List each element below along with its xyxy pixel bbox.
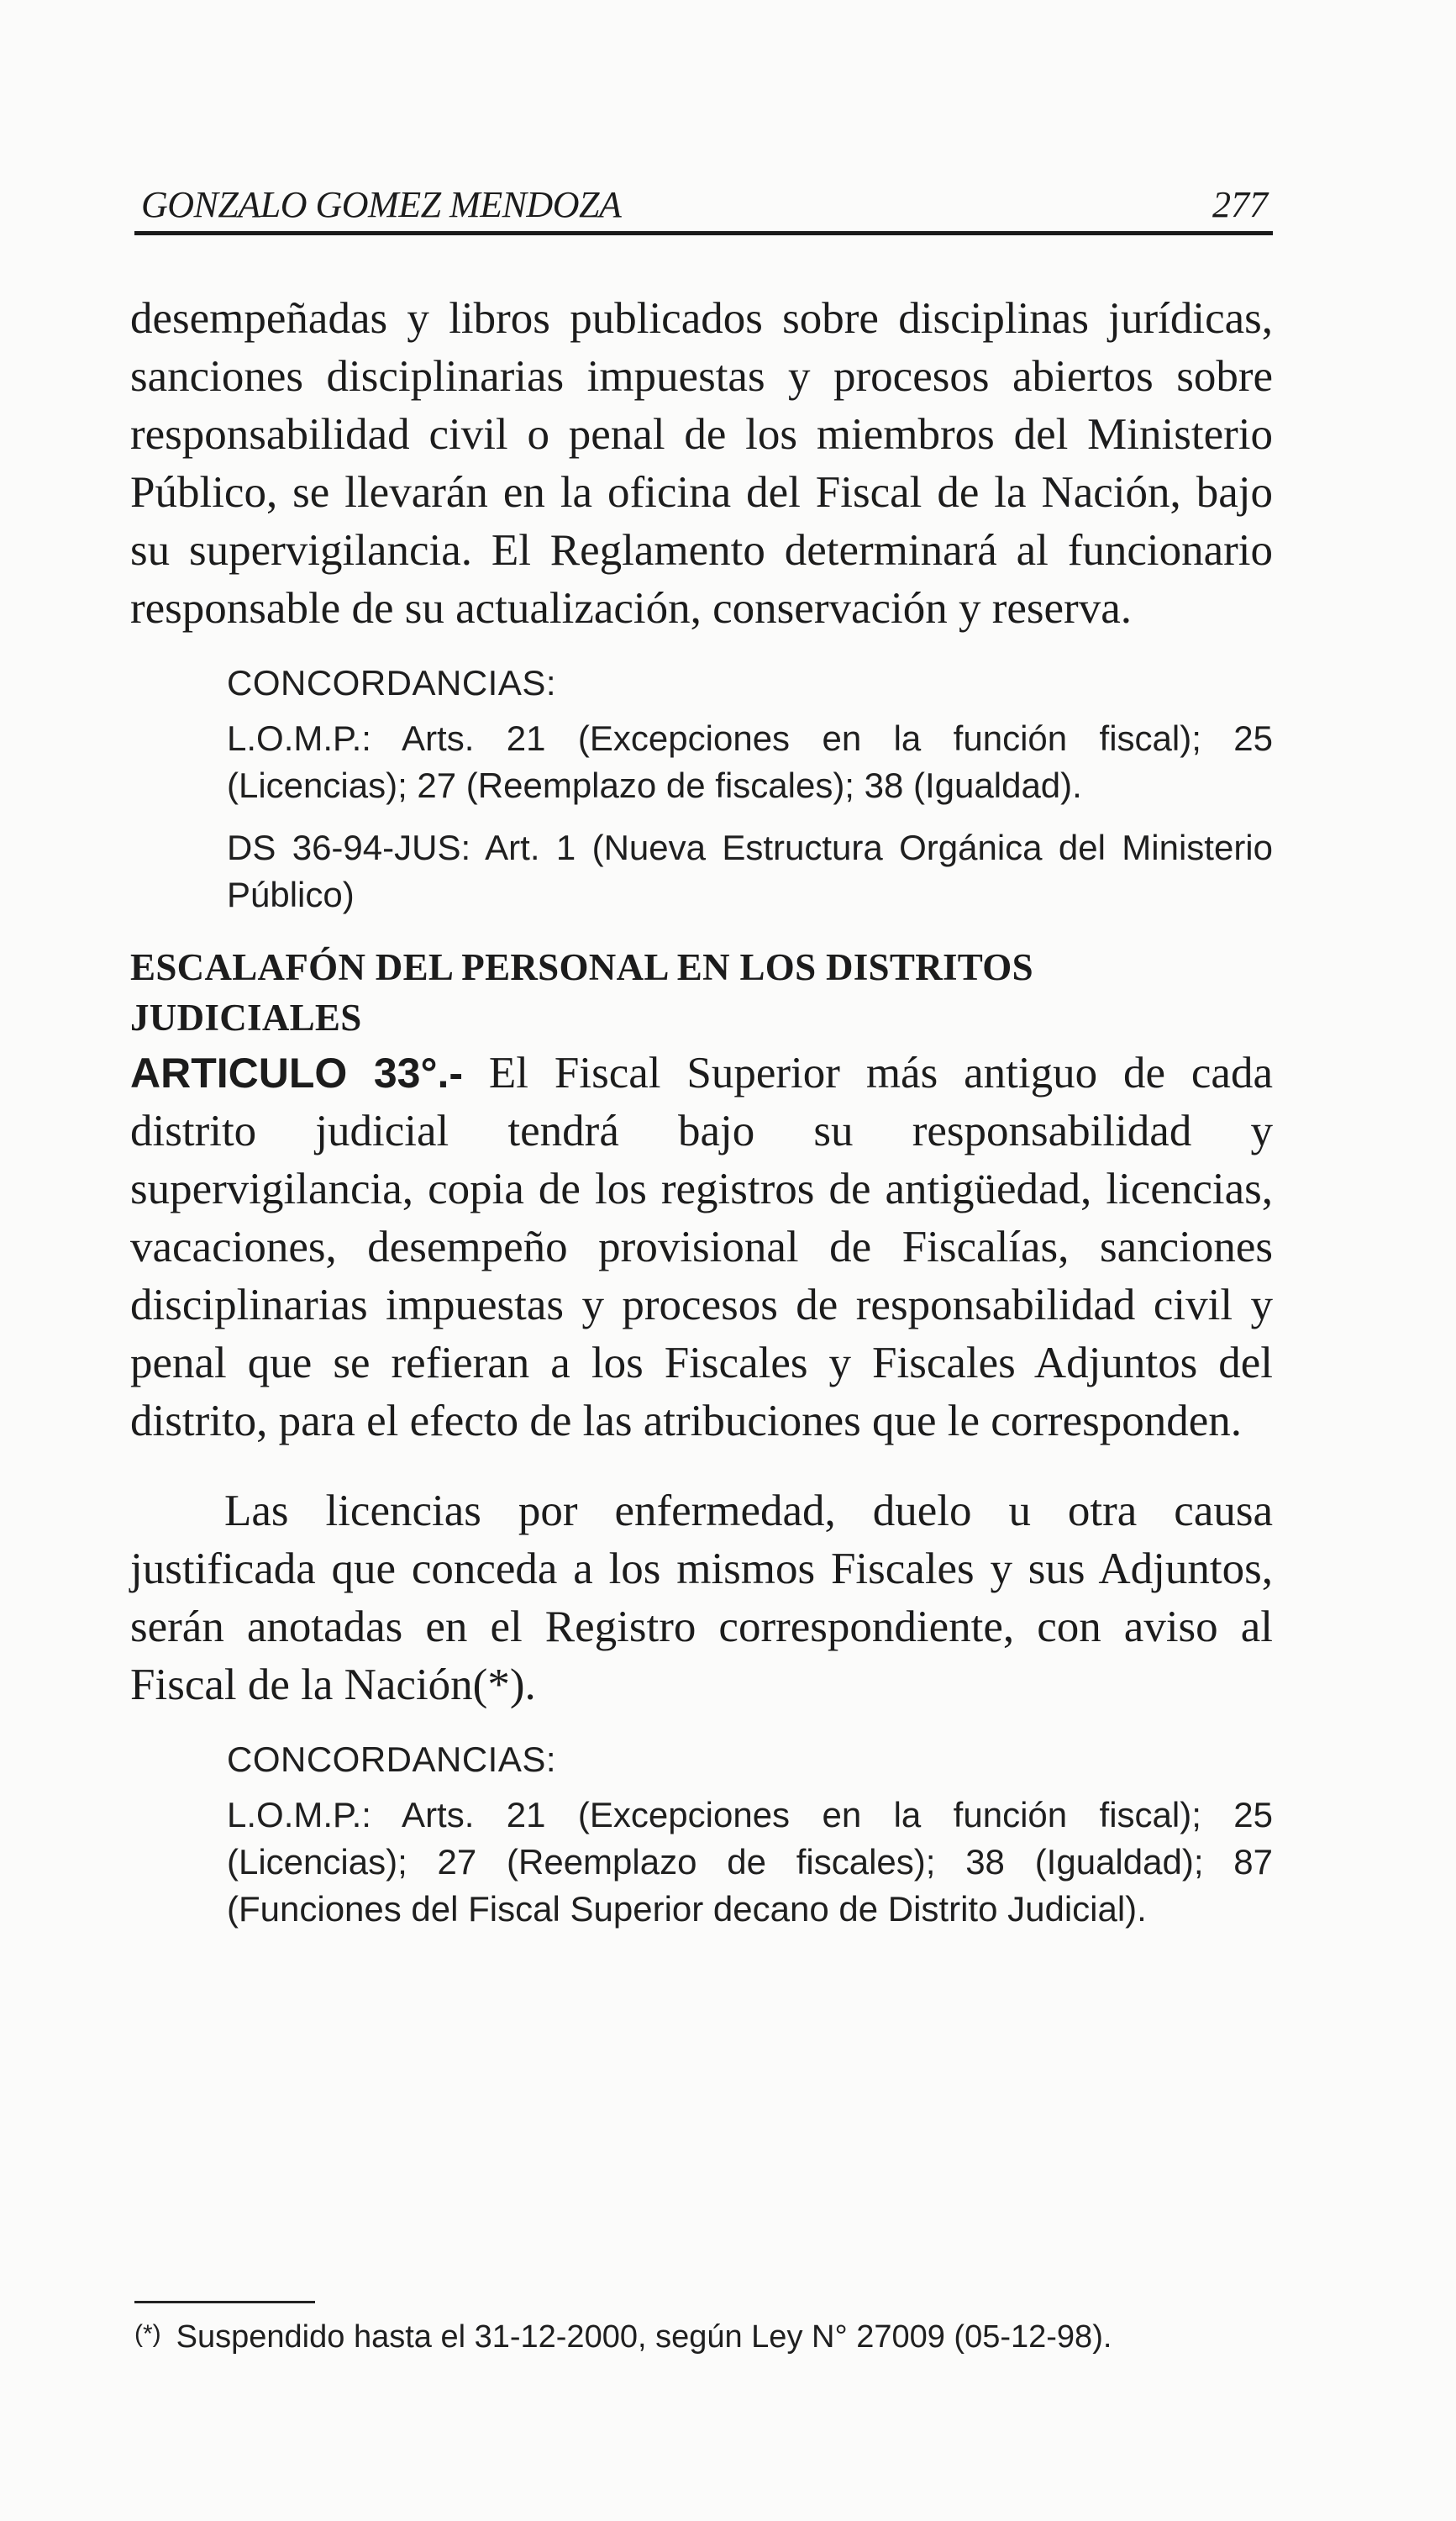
concordancias-block-2 [227, 1736, 1273, 1933]
footnote-divider [134, 2301, 315, 2303]
licencias-paragraph: Las licencias por enfermedad, duelo u otra causa justificada que conceda a los mismos Fiscales y sus Adjuntos, serán anotadas en el Registro correspondiente, con aviso al Fiscal de la Nación(*). [130, 1487, 1273, 1709]
running-header [134, 172, 1273, 235]
article-text: El Fiscal Superior más antiguo de cada distrito judicial tendrá bajo su responsabilidad y supervigilancia, copia de los registros de antigüedad, licencias, vacaciones, desempeño provisional de Fiscalías, sanciones disciplinarias impuestas y procesos de responsabilidad civil y penal que se refieran a los Fiscales y Fiscales Adjuntos del distrito, para el efecto de las atribuciones que le corresponden. [130, 1049, 1273, 1445]
concordancia-item: L.O.M.P.: Arts. 21 (Excepciones en la función fiscal); 25 (Licencias); 27 (Reemplazo de fiscales); 38 (Igualdad); 87 (Funciones del Fiscal Superior decano de Distrito Judicial). [227, 1795, 1273, 1929]
concordancias-label: CONCORDANCIAS: [227, 663, 557, 703]
concordancia-item: L.O.M.P.: Arts. 21 (Excepciones en la función fiscal); 25 (Licencias); 27 (Reemplazo de fiscales); 38 (Igualdad). [227, 718, 1273, 805]
concordancias-label: CONCORDANCIAS: [227, 1739, 557, 1779]
article-33 [130, 1045, 1273, 1450]
header-author: GONZALO GOMEZ MENDOZA [141, 184, 622, 225]
footnote-mark: (*) [134, 2320, 161, 2348]
page-content [130, 290, 1273, 1948]
concordancias-block-1 [227, 660, 1273, 918]
concordancia-item: DS 36-94-JUS: Art. 1 (Nueva Estructura Orgánica del Ministerio Público) [227, 828, 1273, 914]
footnote-text: Suspendido hasta el 31-12-2000, según Ley N° 27009 (05-12-98). [176, 2319, 1112, 2355]
article-label: ARTICULO 33°.- [130, 1050, 463, 1097]
continuation-paragraph: desempeñadas y libros publicados sobre disciplinas jurídicas, sanciones disciplinarias impuestas y procesos abiertos sobre responsabilidad civil o penal de los miembros del Ministerio Público, se llevarán en la oficina del Fiscal de la Nación, bajo su supervigilancia. El Reglamento determinará al funcionario responsable de su actualización, conservación y reserva. [130, 294, 1273, 633]
footnote [134, 2313, 1277, 2359]
page-number: 277 [1212, 184, 1268, 225]
section-heading: ESCALAFÓN DEL PERSONAL EN LOS DISTRITOS JUDICIALES [130, 946, 1033, 1039]
